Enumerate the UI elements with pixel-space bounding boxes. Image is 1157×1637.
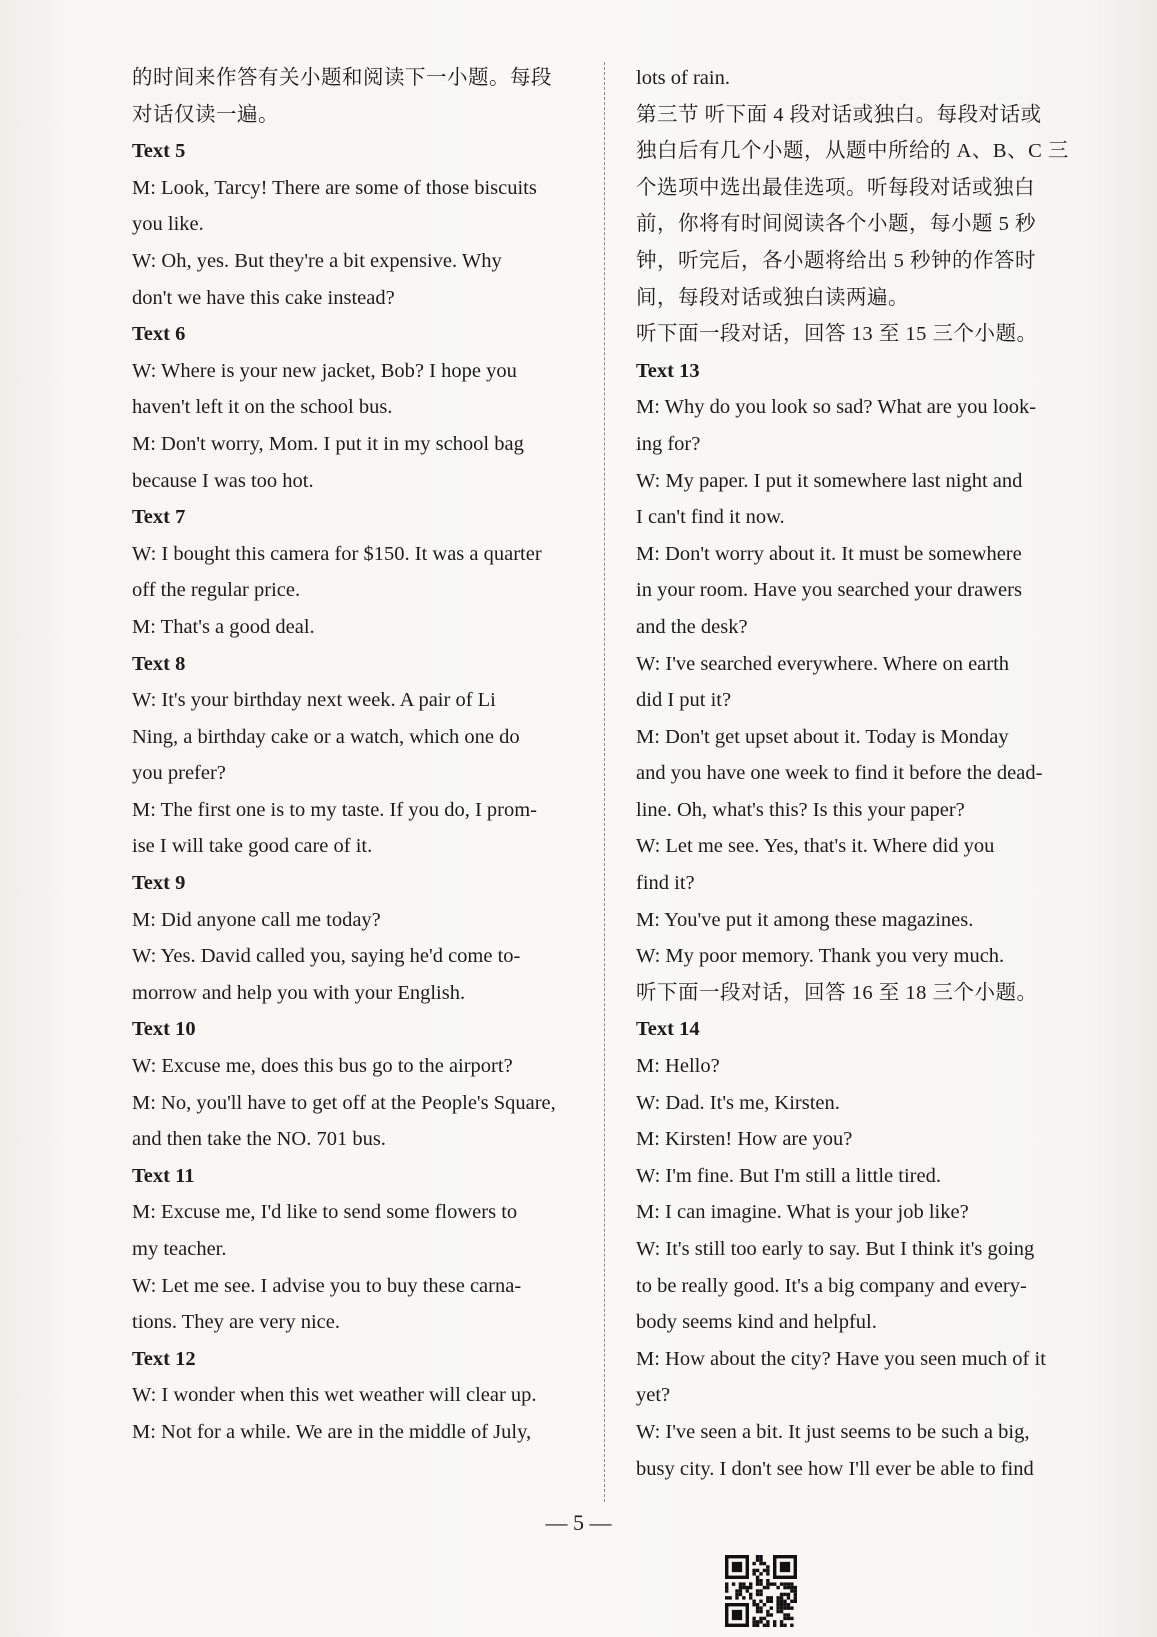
text-line: 第三节 听下面 4 段对话或独白。每段对话或 [636,103,1042,126]
text-line: M: How about the city? Have you seen much of it [636,1347,1046,1370]
text-line: M: Hello? [636,1055,720,1078]
text-line: ing for? [636,432,701,455]
column-divider [604,62,605,1502]
text-line: Ning, a birthday cake or a watch, which one do [132,725,520,748]
page-number: — 5 — [545,1510,612,1535]
text-line: W: Let me see. I advise you to buy these carna- [132,1274,522,1297]
text-line: M: Did anyone call me today? [132,908,381,931]
text-line: body seems kind and helpful. [636,1311,877,1334]
text-line: W: Let me see. Yes, that's it. Where did you [636,835,995,858]
text-line: to be really good. It's a big company and every- [636,1274,1027,1297]
text-line: lots of rain. [636,67,730,89]
section-heading: Text 11 [132,1164,195,1187]
text-line: W: Yes. David called you, saying he'd come to- [132,945,521,968]
text-line: and the desk? [636,615,748,638]
text-line: haven't left it on the school bus. [132,396,393,419]
text-line: M: You've put it among these magazines. [636,908,974,931]
text-line: M: No, you'll have to get off at the People's Square, [132,1091,556,1114]
text-line: 听下面一段对话，回答 16 至 18 三个小题。 [636,981,1038,1004]
text-line: morrow and help you with your English. [132,981,466,1004]
text-line: 独白后有几个小题，从题中所给的 A、B、C 三 [636,140,1069,163]
text-line: M: Kirsten! How are you? [636,1128,853,1151]
text-line: because I was too hot. [132,469,314,492]
text-line: I can't find it now. [636,506,785,529]
text-line: 前，你将有时间阅读各个小题，每小题 5 秒 [636,213,1036,236]
text-line: tions. They are very nice. [132,1311,340,1334]
right-column [636,60,1078,1487]
text-line: ise I will take good care of it. [132,835,373,858]
text-line: did I put it? [636,689,732,712]
text-line: 间，每段对话或独白读两遍。 [636,286,909,309]
text-line: line. Oh, what's this? Is this your paper? [636,798,965,821]
text-line: W: I wonder when this wet weather will clear up. [132,1384,537,1407]
text-line: W: I've seen a bit. It just seems to be such a big, [636,1420,1030,1443]
text-line: busy city. I don't see how I'll ever be able to find [636,1457,1034,1480]
text-line: M: Don't worry, Mom. I put it in my school bag [132,432,524,455]
text-line: W: I bought this camera for $150. It was a quarter [132,542,542,565]
text-line: W: Dad. It's me, Kirsten. [636,1091,840,1114]
text-line: off the regular price. [132,579,301,602]
text-line: W: My paper. I put it somewhere last night and [636,469,1023,492]
text-line: yet? [636,1384,671,1407]
text-line: don't we have this cake instead? [132,286,395,309]
text-line: M: The first one is to my taste. If you do, I prom- [132,798,538,821]
text-line: M: Why do you look so sad? What are you look- [636,396,1037,419]
text-line: 钟，听完后，各小题将给出 5 秒钟的作答时 [636,249,1036,272]
section-heading: Text 12 [132,1347,196,1370]
text-line: 的时间来作答有关小题和阅读下一小题。每段 [132,67,552,89]
text-line: W: Oh, yes. But they're a bit expensive. Why [132,249,502,272]
text-line: find it? [636,872,695,895]
section-heading: Text 14 [636,1018,700,1041]
text-line: M: Excuse me, I'd like to send some flowers to [132,1201,518,1224]
text-line: M: Look, Tarcy! There are some of those biscuits [132,176,537,199]
text-line: M: I can imagine. What is your job like? [636,1201,969,1224]
text-line: 对话仅读一遍。 [132,103,279,126]
text-line: W: My poor memory. Thank you very much. [636,945,1005,968]
text-line: M: Don't worry about it. It must be somewhere [636,542,1022,565]
text-line: and you have one week to find it before the dead- [636,762,1043,785]
text-line: you like. [132,213,204,236]
text-line: in your room. Have you searched your drawers [636,579,1022,602]
text-line: W: Excuse me, does this bus go to the airport? [132,1055,513,1078]
text-line: M: That's a good deal. [132,615,315,638]
section-heading: Text 9 [132,872,186,895]
section-heading: Text 10 [132,1018,196,1041]
qr-code-icon [725,1555,797,1627]
text-line: you prefer? [132,762,226,785]
text-line: 听下面一段对话，回答 13 至 15 三个小题。 [636,323,1038,346]
text-line: M: Not for a while. We are in the middle of July, [132,1420,532,1443]
section-heading: Text 6 [132,323,186,346]
text-line: W: I'm fine. But I'm still a little tired. [636,1164,941,1187]
text-line: and then take the NO. 701 bus. [132,1128,386,1151]
text-line: my teacher. [132,1238,227,1260]
text-line: W: It's still too early to say. But I think it's going [636,1238,1035,1260]
text-line: W: Where is your new jacket, Bob? I hope you [132,359,517,382]
section-heading: Text 8 [132,652,186,675]
text-line: M: Don't get upset about it. Today is Monday [636,725,1009,748]
text-line: W: I've searched everywhere. Where on earth [636,652,1010,675]
section-heading: Text 5 [132,140,186,163]
left-column [132,60,572,1451]
section-heading: Text 7 [132,506,186,529]
section-heading: Text 13 [636,359,700,382]
text-line: W: It's your birthday next week. A pair of Li [132,689,496,712]
text-line: 个选项中选出最佳选项。听每段对话或独白 [636,176,1035,199]
